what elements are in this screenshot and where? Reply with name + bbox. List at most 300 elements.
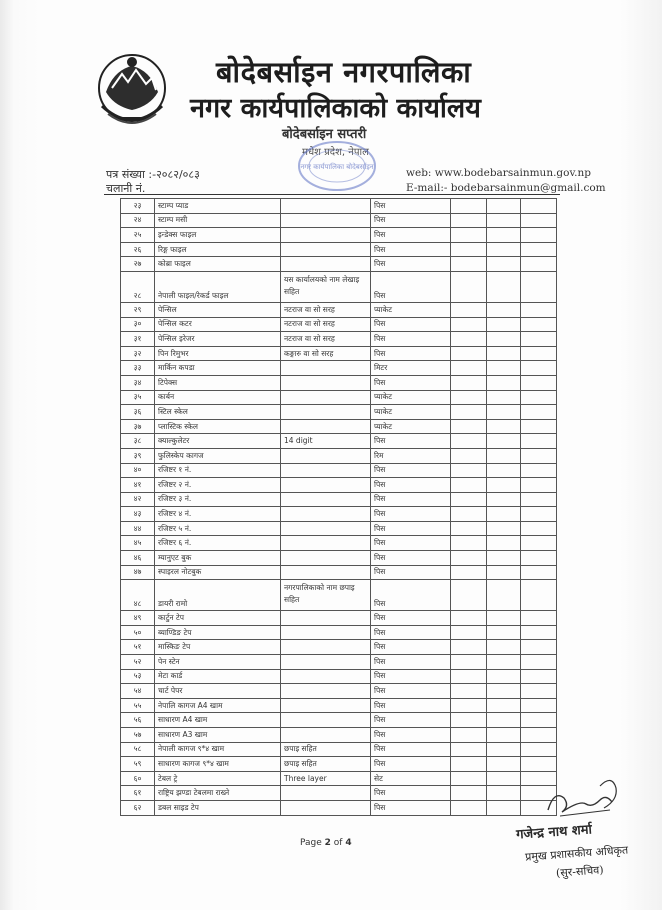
item-number: ५६ — [121, 713, 155, 728]
quantity-cell — [451, 800, 487, 815]
item-unit: पिस — [371, 800, 451, 815]
amount-cell — [521, 565, 557, 580]
amount-cell — [521, 346, 557, 361]
rate-cell — [487, 684, 521, 699]
rate-cell — [487, 361, 521, 376]
table-row — [121, 463, 557, 478]
rate-cell — [487, 448, 521, 463]
quantity-cell — [451, 507, 487, 522]
quantity-cell — [451, 757, 487, 772]
dispatch-number: चलानी नं. — [106, 182, 146, 195]
item-name: स्टाम्प मसी — [155, 213, 281, 228]
item-unit: पिस — [371, 317, 451, 332]
table-row — [121, 405, 557, 420]
rate-cell — [487, 332, 521, 347]
item-number: ३९ — [121, 448, 155, 463]
amount-cell — [521, 199, 557, 214]
item-name: डबल साइड टेप — [155, 800, 281, 815]
item-number: ३७ — [121, 419, 155, 434]
table-row — [121, 757, 557, 772]
item-number: ३१ — [121, 332, 155, 347]
rate-cell — [487, 405, 521, 420]
item-number: ३६ — [121, 405, 155, 420]
item-specification: छपाइ सहित — [281, 742, 371, 757]
table-row — [121, 684, 557, 699]
amount-cell — [521, 698, 557, 713]
item-number: ६२ — [121, 800, 155, 815]
header-divider — [104, 194, 560, 195]
rate-cell — [487, 713, 521, 728]
item-number: ४६ — [121, 551, 155, 566]
table-row — [121, 728, 557, 743]
quantity-cell — [451, 478, 487, 493]
rate-cell — [487, 669, 521, 684]
amount-cell — [521, 669, 557, 684]
table-row — [121, 242, 557, 257]
item-name: राष्ट्रिय झण्डा टेबलमा राख्ने — [155, 786, 281, 801]
quantity-cell — [451, 551, 487, 566]
rate-cell — [487, 228, 521, 243]
item-name: पिन रिमुभर — [155, 346, 281, 361]
organization-name: बोदेबर्साइन नगरपालिका — [216, 55, 472, 89]
item-unit: मिटर — [371, 361, 451, 376]
rate-cell — [487, 463, 521, 478]
page-current: 2 — [324, 838, 331, 848]
quantity-cell — [451, 728, 487, 743]
item-specification — [281, 419, 371, 434]
item-specification — [281, 492, 371, 507]
table-row — [121, 375, 557, 390]
table-row — [121, 271, 557, 302]
table-row — [121, 698, 557, 713]
item-specification: छपाइ सहित — [281, 757, 371, 772]
page-total: 4 — [345, 838, 352, 848]
quantity-cell — [451, 625, 487, 640]
item-unit: पिस — [371, 640, 451, 655]
item-specification — [281, 521, 371, 536]
amount-cell — [521, 611, 557, 626]
item-number: ३३ — [121, 361, 155, 376]
table-row — [121, 669, 557, 684]
amount-cell — [521, 228, 557, 243]
quantity-cell — [451, 565, 487, 580]
table-row — [121, 478, 557, 493]
item-unit: पिस — [371, 669, 451, 684]
item-number: ५० — [121, 625, 155, 640]
quantity-cell — [451, 317, 487, 332]
item-number: ५९ — [121, 757, 155, 772]
rate-cell — [487, 625, 521, 640]
amount-cell — [521, 507, 557, 522]
item-number: ५७ — [121, 728, 155, 743]
item-unit: पिस — [371, 728, 451, 743]
rate-cell — [487, 611, 521, 626]
item-number: ४९ — [121, 611, 155, 626]
item-unit: सेट — [371, 771, 451, 786]
nepal-emblem-logo — [92, 48, 172, 132]
item-number: ४१ — [121, 478, 155, 493]
quantity-cell — [451, 361, 487, 376]
item-unit: पिस — [371, 507, 451, 522]
item-unit: पिस — [371, 611, 451, 626]
item-unit: रिम — [371, 448, 451, 463]
item-specification — [281, 611, 371, 626]
table-row — [121, 655, 557, 670]
item-unit: पिस — [371, 565, 451, 580]
item-specification: यस कार्यालयको नाम लेखाइ सहित — [281, 271, 371, 302]
rate-cell — [487, 257, 521, 272]
table-row — [121, 228, 557, 243]
item-unit: पिस — [371, 684, 451, 699]
quantity-cell — [451, 390, 487, 405]
table-row — [121, 332, 557, 347]
stamp-text: नगर कार्यपालिका बोदेबर्साइन — [300, 163, 374, 171]
item-name: पेन्सिल इरेजर — [155, 332, 281, 347]
item-number: ५८ — [121, 742, 155, 757]
item-unit: पिस — [371, 625, 451, 640]
item-number: ४७ — [121, 565, 155, 580]
rate-cell — [487, 507, 521, 522]
item-unit: पिस — [371, 463, 451, 478]
item-number: ४५ — [121, 536, 155, 551]
item-specification — [281, 228, 371, 243]
table-row — [121, 434, 557, 449]
amount-cell — [521, 684, 557, 699]
rate-cell — [487, 742, 521, 757]
item-specification — [281, 463, 371, 478]
item-specification — [281, 375, 371, 390]
page-footer — [300, 838, 352, 848]
item-number: ६० — [121, 771, 155, 786]
item-name: फुलिस्केप कागज — [155, 448, 281, 463]
item-number: ५१ — [121, 640, 155, 655]
website[interactable]: web: www.bodebarsainmun.gov.np — [406, 167, 591, 179]
item-name: स्टाम्प प्याड — [155, 199, 281, 214]
quantity-cell — [451, 640, 487, 655]
item-specification — [281, 361, 371, 376]
item-specification — [281, 199, 371, 214]
item-number: ६१ — [121, 786, 155, 801]
amount-cell — [521, 419, 557, 434]
table-row — [121, 640, 557, 655]
rate-cell — [487, 242, 521, 257]
item-specification: नगरपालिकाको नाम छपाइ सहित — [281, 580, 371, 611]
rate-cell — [487, 419, 521, 434]
item-unit: पिस — [371, 698, 451, 713]
item-number: ४३ — [121, 507, 155, 522]
item-name: रजिष्टर ४ नं. — [155, 507, 281, 522]
amount-cell — [521, 302, 557, 317]
quantity-cell — [451, 742, 487, 757]
item-name: रजिष्टर १ नं. — [155, 463, 281, 478]
table-row — [121, 521, 557, 536]
handwritten-signature — [540, 770, 630, 825]
item-number: २९ — [121, 302, 155, 317]
amount-cell — [521, 405, 557, 420]
amount-cell — [521, 728, 557, 743]
item-number: ३० — [121, 317, 155, 332]
item-number: ४० — [121, 463, 155, 478]
quantity-cell — [451, 448, 487, 463]
item-specification — [281, 625, 371, 640]
item-specification — [281, 800, 371, 815]
item-number: ४८ — [121, 580, 155, 611]
item-name: डायरी रामो — [155, 580, 281, 611]
item-name: पेन्सिल — [155, 302, 281, 317]
item-unit: पिस — [371, 742, 451, 757]
item-unit: पिस — [371, 242, 451, 257]
quantity-cell — [451, 434, 487, 449]
item-name: रजिष्टर २ नं. — [155, 478, 281, 493]
table-row — [121, 390, 557, 405]
item-specification — [281, 713, 371, 728]
item-unit: प्याकेट — [371, 390, 451, 405]
rate-cell — [487, 655, 521, 670]
item-name: मास्किङ टेप — [155, 640, 281, 655]
item-name: इन्डेक्स फाइल — [155, 228, 281, 243]
amount-cell — [521, 434, 557, 449]
province-country: मधेश प्रदेश, नेपाल — [302, 147, 369, 158]
email-address[interactable]: E-mail:- bodebarsainmun@gmail.com — [406, 182, 606, 194]
table-row — [121, 786, 557, 801]
quantity-cell — [451, 713, 487, 728]
amount-cell — [521, 655, 557, 670]
amount-cell — [521, 317, 557, 332]
item-specification — [281, 698, 371, 713]
item-unit: पिस — [371, 199, 451, 214]
item-unit: पिस — [371, 786, 451, 801]
rate-cell — [487, 478, 521, 493]
amount-cell — [521, 242, 557, 257]
rate-cell — [487, 800, 521, 815]
quantity-cell — [451, 655, 487, 670]
rate-cell — [487, 551, 521, 566]
item-unit: पिस — [371, 536, 451, 551]
table-row — [121, 625, 557, 640]
item-unit: पिस — [371, 580, 451, 611]
item-specification — [281, 448, 371, 463]
rate-cell — [487, 786, 521, 801]
quantity-cell — [451, 228, 487, 243]
amount-cell — [521, 742, 557, 757]
rate-cell — [487, 521, 521, 536]
item-name: रिङ्ग फाइल — [155, 242, 281, 257]
item-unit: पिस — [371, 492, 451, 507]
quantity-cell — [451, 346, 487, 361]
quantity-cell — [451, 463, 487, 478]
table-row — [121, 565, 557, 580]
rate-cell — [487, 271, 521, 302]
quantity-cell — [451, 242, 487, 257]
item-name: स्पाइरल नोटबुक — [155, 565, 281, 580]
amount-cell — [521, 448, 557, 463]
item-specification — [281, 640, 371, 655]
table-row — [121, 419, 557, 434]
quantity-cell — [451, 375, 487, 390]
item-specification — [281, 728, 371, 743]
item-name: चार्ट पेपर — [155, 684, 281, 699]
item-unit: पिस — [371, 332, 451, 347]
item-name: रजिष्टर ५ नं. — [155, 521, 281, 536]
item-number: ५२ — [121, 655, 155, 670]
item-name: नेपाली फाइल/रेकर्ड फाइल — [155, 271, 281, 302]
item-unit: पिस — [371, 521, 451, 536]
item-name: कार्बन — [155, 390, 281, 405]
item-number: २६ — [121, 242, 155, 257]
item-specification — [281, 257, 371, 272]
signatory-designation: प्रमुख प्रशासकीय अधिकृत — [524, 843, 629, 864]
item-number: ३४ — [121, 375, 155, 390]
item-specification — [281, 507, 371, 522]
item-name: प्लास्टिक स्केल — [155, 419, 281, 434]
rate-cell — [487, 640, 521, 655]
item-name: मार्किन कपडा — [155, 361, 281, 376]
quantity-cell — [451, 271, 487, 302]
rate-cell — [487, 434, 521, 449]
quantity-cell — [451, 669, 487, 684]
amount-cell — [521, 492, 557, 507]
rate-cell — [487, 580, 521, 611]
item-specification: नटराज वा सो सरह — [281, 332, 371, 347]
amount-cell — [521, 478, 557, 493]
table-row — [121, 611, 557, 626]
table-row — [121, 302, 557, 317]
table-row — [121, 580, 557, 611]
item-specification — [281, 669, 371, 684]
table-row — [121, 713, 557, 728]
rate-cell — [487, 728, 521, 743]
page-mid: of — [330, 838, 346, 848]
table-row — [121, 448, 557, 463]
quantity-cell — [451, 786, 487, 801]
amount-cell — [521, 271, 557, 302]
table-row — [121, 346, 557, 361]
rate-cell — [487, 565, 521, 580]
item-unit: पिस — [371, 375, 451, 390]
item-name: स्टिल स्केल — [155, 405, 281, 420]
item-specification — [281, 551, 371, 566]
table-row — [121, 492, 557, 507]
item-number: २५ — [121, 228, 155, 243]
item-name: साधारण A3 खाम — [155, 728, 281, 743]
item-number: २४ — [121, 213, 155, 228]
item-name: रजिष्टर ६ नं. — [155, 536, 281, 551]
rate-cell — [487, 536, 521, 551]
item-unit: पिस — [371, 213, 451, 228]
item-number: ३५ — [121, 390, 155, 405]
table-row — [121, 536, 557, 551]
quantity-cell — [451, 332, 487, 347]
item-number: २३ — [121, 199, 155, 214]
quantity-cell — [451, 213, 487, 228]
item-unit: पिस — [371, 478, 451, 493]
page-prefix: Page — [300, 838, 325, 848]
office-name: नगर कार्यपालिकाको कार्यालय — [190, 93, 481, 124]
item-specification — [281, 655, 371, 670]
quantity-cell — [451, 771, 487, 786]
item-name: नेपालि कागज A4 खाम — [155, 698, 281, 713]
item-unit: पिस — [371, 551, 451, 566]
item-specification: कङ्गारु वा सो सरह — [281, 346, 371, 361]
amount-cell — [521, 375, 557, 390]
item-unit: प्याकेट — [371, 302, 451, 317]
item-name: टिपेक्स — [155, 375, 281, 390]
table-row — [121, 199, 557, 214]
rate-cell — [487, 771, 521, 786]
item-unit: पिस — [371, 257, 451, 272]
item-name: ब्याण्डिङ टेप — [155, 625, 281, 640]
item-specification — [281, 213, 371, 228]
item-name: साधारण A4 खाम — [155, 713, 281, 728]
amount-cell — [521, 536, 557, 551]
item-unit: प्याकेट — [371, 419, 451, 434]
items-table — [120, 198, 557, 816]
rate-cell — [487, 317, 521, 332]
letter-number: पत्र संख्या :-२०८२/०८३ — [106, 168, 200, 181]
amount-cell — [521, 332, 557, 347]
office-stamp — [282, 132, 392, 196]
item-name: कोब्रा फाइल — [155, 257, 281, 272]
item-number: २७ — [121, 257, 155, 272]
quantity-cell — [451, 698, 487, 713]
amount-cell — [521, 713, 557, 728]
item-number: ४२ — [121, 492, 155, 507]
rate-cell — [487, 698, 521, 713]
item-unit: पिस — [371, 346, 451, 361]
item-name: मेटा कार्ड — [155, 669, 281, 684]
item-unit: पिस — [371, 434, 451, 449]
item-specification: नटराज वा सो सरह — [281, 317, 371, 332]
amount-cell — [521, 580, 557, 611]
item-name: रजिष्टर ३ नं. — [155, 492, 281, 507]
item-specification — [281, 684, 371, 699]
quantity-cell — [451, 684, 487, 699]
rate-cell — [487, 375, 521, 390]
item-number: ३८ — [121, 434, 155, 449]
item-name: नेपाली कागज ९*४ खाम — [155, 742, 281, 757]
item-unit: पिस — [371, 228, 451, 243]
item-specification — [281, 242, 371, 257]
item-unit: पिस — [371, 713, 451, 728]
item-specification — [281, 390, 371, 405]
rate-cell — [487, 302, 521, 317]
amount-cell — [521, 625, 557, 640]
item-unit: प्याकेट — [371, 405, 451, 420]
table-row — [121, 317, 557, 332]
table-row — [121, 507, 557, 522]
item-name: म्यानुएट बुक — [155, 551, 281, 566]
table-row — [121, 742, 557, 757]
table-row — [121, 800, 557, 815]
item-unit: पिस — [371, 655, 451, 670]
item-number: ५५ — [121, 698, 155, 713]
item-specification — [281, 786, 371, 801]
rate-cell — [487, 213, 521, 228]
amount-cell — [521, 463, 557, 478]
item-number: ५३ — [121, 669, 155, 684]
amount-cell — [521, 521, 557, 536]
quantity-cell — [451, 257, 487, 272]
item-specification: Three layer — [281, 771, 371, 786]
item-name: टेबल ट्रे — [155, 771, 281, 786]
quantity-cell — [451, 611, 487, 626]
quantity-cell — [451, 419, 487, 434]
rate-cell — [487, 199, 521, 214]
item-unit: पिस — [371, 271, 451, 302]
amount-cell — [521, 361, 557, 376]
amount-cell — [521, 551, 557, 566]
quantity-cell — [451, 492, 487, 507]
